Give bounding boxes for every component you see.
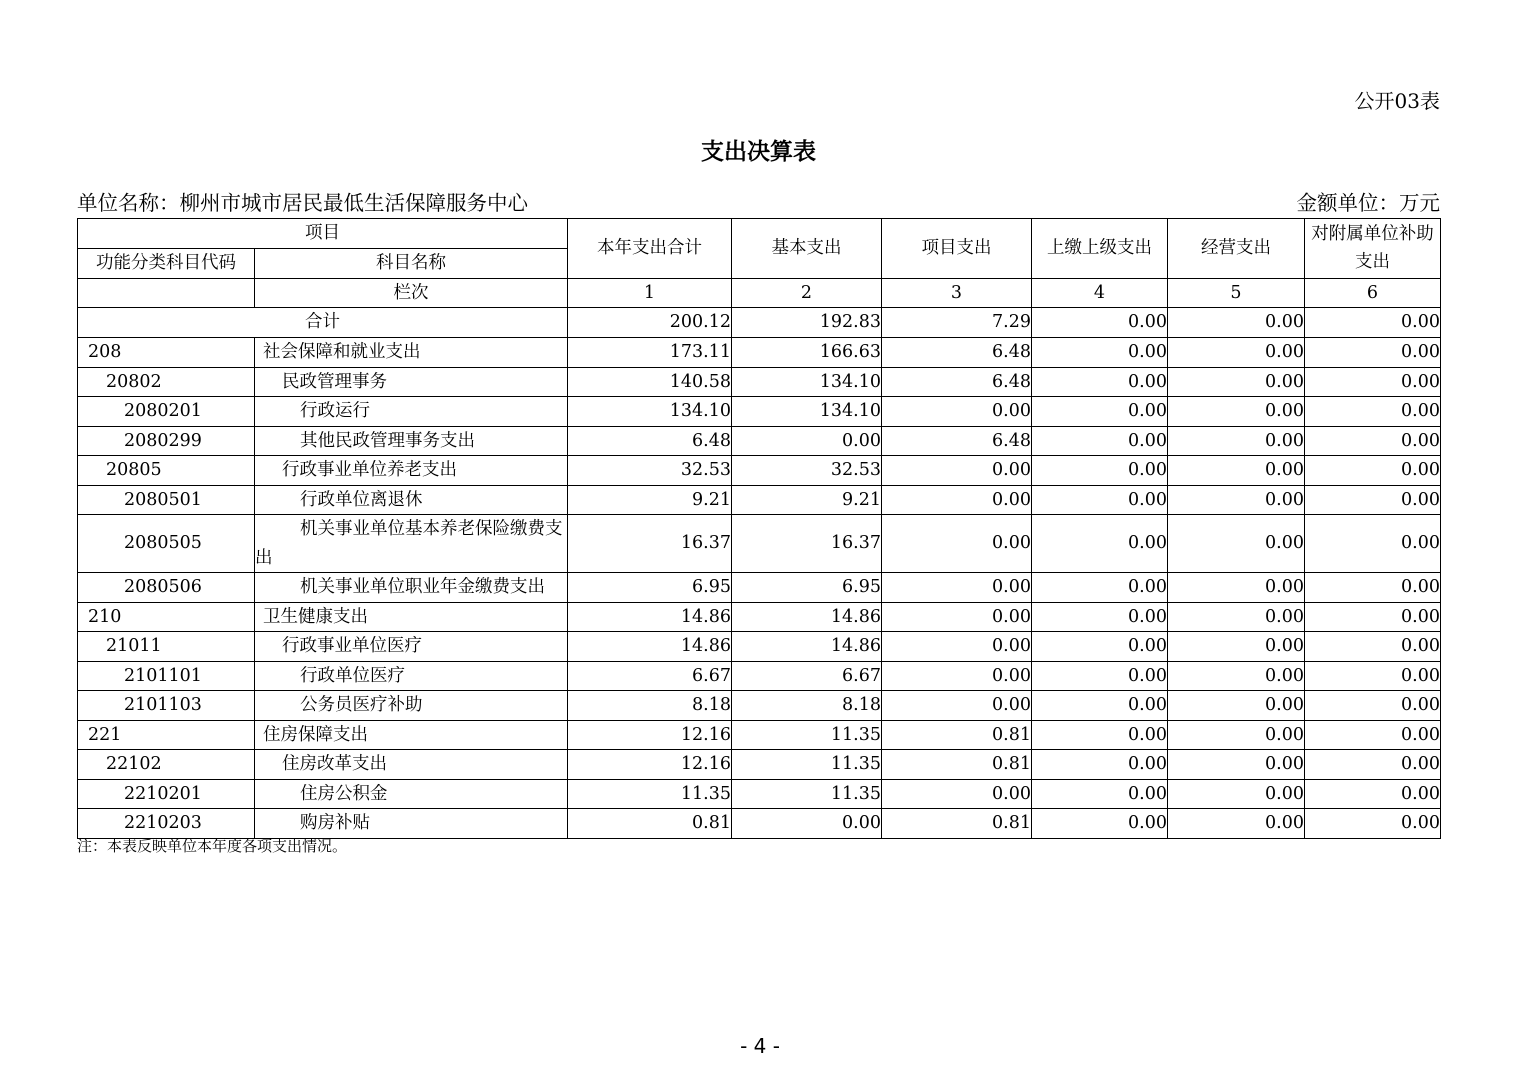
basic-expenditure: 6.67 (732, 661, 882, 691)
table-row (78, 456, 1441, 486)
item-header: 项目 (78, 219, 568, 249)
table-row (78, 661, 1441, 691)
project-expenditure: 0.81 (882, 809, 1032, 839)
project-expenditure: 6.48 (882, 367, 1032, 397)
account-code: 2080505 (78, 515, 255, 573)
account-name: 机关事业单位基本养老保险缴费支出 (255, 515, 568, 573)
operating-expenditure: 0.00 (1168, 809, 1305, 839)
project-expenditure: 0.00 (882, 661, 1032, 691)
remit-to-superior-expenditure: 0.00 (1032, 515, 1168, 573)
account-name: 行政事业单位医疗 (255, 632, 568, 662)
subsidy-to-affiliates-expenditure: 0.00 (1305, 720, 1441, 750)
table-row (78, 720, 1441, 750)
project-expenditure: 0.81 (882, 750, 1032, 780)
account-name: 住房改革支出 (255, 750, 568, 780)
remit-to-superior-expenditure: 0.00 (1032, 720, 1168, 750)
project-expenditure: 0.00 (882, 779, 1032, 809)
account-code: 208 (78, 338, 255, 368)
operating-expenditure: 0.00 (1168, 515, 1305, 573)
project-expenditure: 7.29 (882, 308, 1032, 338)
total-expenditure: 8.18 (568, 691, 732, 721)
basic-expenditure: 32.53 (732, 456, 882, 486)
unit-name-label: 单位名称： (77, 191, 180, 215)
total-expenditure: 16.37 (568, 515, 732, 573)
header-project-expenditure: 项目支出 (882, 219, 1032, 279)
subsidy-to-affiliates-expenditure: 0.00 (1305, 779, 1441, 809)
total-expenditure: 11.35 (568, 779, 732, 809)
subsidy-to-affiliates-expenditure: 0.00 (1305, 308, 1441, 338)
remit-to-superior-expenditure: 0.00 (1032, 308, 1168, 338)
form-number: 公开03表 (1354, 89, 1440, 113)
account-code: 2080201 (78, 397, 255, 427)
subsidy-to-affiliates-expenditure: 0.00 (1305, 515, 1441, 573)
column-number: 5 (1168, 278, 1305, 308)
operating-expenditure: 0.00 (1168, 426, 1305, 456)
account-name: 卫生健康支出 (255, 602, 568, 632)
account-name: 行政单位医疗 (255, 661, 568, 691)
table-row (78, 485, 1441, 515)
subsidy-to-affiliates-expenditure: 0.00 (1305, 750, 1441, 780)
account-name: 行政事业单位养老支出 (255, 456, 568, 486)
operating-expenditure: 0.00 (1168, 367, 1305, 397)
account-code: 20805 (78, 456, 255, 486)
table-row (78, 602, 1441, 632)
account-name: 公务员医疗补助 (255, 691, 568, 721)
basic-expenditure: 14.86 (732, 602, 882, 632)
header-remit-to-superior-expenditure: 上缴上级支出 (1032, 219, 1168, 279)
subsidy-to-affiliates-expenditure: 0.00 (1305, 338, 1441, 368)
blank-cell (78, 278, 255, 308)
basic-expenditure: 11.35 (732, 750, 882, 780)
project-expenditure: 0.00 (882, 485, 1032, 515)
total-expenditure: 12.16 (568, 720, 732, 750)
index-row (78, 278, 1441, 308)
operating-expenditure: 0.00 (1168, 338, 1305, 368)
account-name: 其他民政管理事务支出 (255, 426, 568, 456)
account-name: 住房公积金 (255, 779, 568, 809)
basic-expenditure: 11.35 (732, 720, 882, 750)
account-code: 2210201 (78, 779, 255, 809)
operating-expenditure: 0.00 (1168, 779, 1305, 809)
account-code: 21011 (78, 632, 255, 662)
unit-name-line (77, 190, 528, 216)
subsidy-to-affiliates-expenditure: 0.00 (1305, 691, 1441, 721)
account-code: 22102 (78, 750, 255, 780)
column-number: 1 (568, 278, 732, 308)
account-name: 购房补贴 (255, 809, 568, 839)
header-total-expenditure: 本年支出合计 (568, 219, 732, 279)
total-expenditure: 140.58 (568, 367, 732, 397)
column-number: 6 (1305, 278, 1441, 308)
table-note: 注：本表反映单位本年度各项支出情况。 (77, 837, 348, 855)
header-basic-expenditure: 基本支出 (732, 219, 882, 279)
remit-to-superior-expenditure: 0.00 (1032, 456, 1168, 486)
project-expenditure: 0.00 (882, 632, 1032, 662)
remit-to-superior-expenditure: 0.00 (1032, 750, 1168, 780)
account-code: 221 (78, 720, 255, 750)
unit-name-value: 柳州市城市居民最低生活保障服务中心 (179, 191, 528, 215)
project-expenditure: 6.48 (882, 338, 1032, 368)
header-subsidy-to-affiliates-expenditure: 对附属单位补助支出 (1305, 219, 1441, 279)
remit-to-superior-expenditure: 0.00 (1032, 661, 1168, 691)
column-number: 2 (732, 278, 882, 308)
operating-expenditure: 0.00 (1168, 661, 1305, 691)
basic-expenditure: 11.35 (732, 779, 882, 809)
account-name: 民政管理事务 (255, 367, 568, 397)
name-header: 科目名称 (255, 249, 568, 279)
total-expenditure: 6.95 (568, 573, 732, 603)
page-title: 支出决算表 (701, 139, 816, 165)
account-name: 社会保障和就业支出 (255, 338, 568, 368)
account-code: 2080506 (78, 573, 255, 603)
remit-to-superior-expenditure: 0.00 (1032, 573, 1168, 603)
total-expenditure: 14.86 (568, 632, 732, 662)
operating-expenditure: 0.00 (1168, 750, 1305, 780)
page-number: - 4 - (740, 1034, 780, 1058)
basic-expenditure: 6.95 (732, 573, 882, 603)
total-expenditure: 6.67 (568, 661, 732, 691)
total-expenditure: 0.81 (568, 809, 732, 839)
basic-expenditure: 192.83 (732, 308, 882, 338)
table-row (78, 809, 1441, 839)
total-expenditure: 6.48 (568, 426, 732, 456)
operating-expenditure: 0.00 (1168, 456, 1305, 486)
column-number: 4 (1032, 278, 1168, 308)
table-row (78, 750, 1441, 780)
remit-to-superior-expenditure: 0.00 (1032, 426, 1168, 456)
subsidy-to-affiliates-expenditure: 0.00 (1305, 485, 1441, 515)
operating-expenditure: 0.00 (1168, 573, 1305, 603)
operating-expenditure: 0.00 (1168, 720, 1305, 750)
remit-to-superior-expenditure: 0.00 (1032, 485, 1168, 515)
table-row (78, 338, 1441, 368)
column-number: 3 (882, 278, 1032, 308)
remit-to-superior-expenditure: 0.00 (1032, 779, 1168, 809)
total-expenditure: 9.21 (568, 485, 732, 515)
account-code: 20802 (78, 367, 255, 397)
basic-expenditure: 14.86 (732, 632, 882, 662)
account-code: 2101103 (78, 691, 255, 721)
subsidy-to-affiliates-expenditure: 0.00 (1305, 661, 1441, 691)
project-expenditure: 0.00 (882, 397, 1032, 427)
operating-expenditure: 0.00 (1168, 485, 1305, 515)
account-code: 2080299 (78, 426, 255, 456)
table-row (78, 426, 1441, 456)
table-row (78, 515, 1441, 573)
subsidy-to-affiliates-expenditure: 0.00 (1305, 573, 1441, 603)
account-name: 行政运行 (255, 397, 568, 427)
expenditure-table (77, 218, 1441, 839)
project-expenditure: 0.00 (882, 602, 1032, 632)
project-expenditure: 0.81 (882, 720, 1032, 750)
table-row (78, 397, 1441, 427)
account-code: 2210203 (78, 809, 255, 839)
total-expenditure: 32.53 (568, 456, 732, 486)
operating-expenditure: 0.00 (1168, 691, 1305, 721)
total-expenditure: 14.86 (568, 602, 732, 632)
operating-expenditure: 0.00 (1168, 397, 1305, 427)
remit-to-superior-expenditure: 0.00 (1032, 397, 1168, 427)
basic-expenditure: 8.18 (732, 691, 882, 721)
table-row (78, 691, 1441, 721)
project-expenditure: 0.00 (882, 573, 1032, 603)
account-code: 210 (78, 602, 255, 632)
total-expenditure: 134.10 (568, 397, 732, 427)
table-row (78, 367, 1441, 397)
subsidy-to-affiliates-expenditure: 0.00 (1305, 397, 1441, 427)
account-code: 2101101 (78, 661, 255, 691)
amount-unit-label: 金额单位： (1296, 191, 1399, 215)
basic-expenditure: 9.21 (732, 485, 882, 515)
basic-expenditure: 134.10 (732, 367, 882, 397)
project-expenditure: 0.00 (882, 515, 1032, 573)
code-header: 功能分类科目代码 (78, 249, 255, 279)
table-row (78, 573, 1441, 603)
header-operating-expenditure: 经营支出 (1168, 219, 1305, 279)
subsidy-to-affiliates-expenditure: 0.00 (1305, 426, 1441, 456)
index-label: 栏次 (255, 278, 568, 308)
header-row (78, 219, 1441, 249)
remit-to-superior-expenditure: 0.00 (1032, 367, 1168, 397)
project-expenditure: 6.48 (882, 426, 1032, 456)
project-expenditure: 0.00 (882, 691, 1032, 721)
subsidy-to-affiliates-expenditure: 0.00 (1305, 632, 1441, 662)
remit-to-superior-expenditure: 0.00 (1032, 338, 1168, 368)
total-row (78, 308, 1441, 338)
remit-to-superior-expenditure: 0.00 (1032, 691, 1168, 721)
account-name: 行政单位离退休 (255, 485, 568, 515)
table-row (78, 779, 1441, 809)
subsidy-to-affiliates-expenditure: 0.00 (1305, 456, 1441, 486)
amount-unit-value: 万元 (1399, 191, 1440, 215)
amount-unit-line (1297, 190, 1441, 216)
account-name: 住房保障支出 (255, 720, 568, 750)
account-name: 机关事业单位职业年金缴费支出 (255, 573, 568, 603)
total-label: 合计 (78, 308, 568, 338)
subsidy-to-affiliates-expenditure: 0.00 (1305, 809, 1441, 839)
total-expenditure: 173.11 (568, 338, 732, 368)
operating-expenditure: 0.00 (1168, 632, 1305, 662)
remit-to-superior-expenditure: 0.00 (1032, 632, 1168, 662)
subsidy-to-affiliates-expenditure: 0.00 (1305, 367, 1441, 397)
total-expenditure: 12.16 (568, 750, 732, 780)
remit-to-superior-expenditure: 0.00 (1032, 809, 1168, 839)
basic-expenditure: 134.10 (732, 397, 882, 427)
basic-expenditure: 0.00 (732, 809, 882, 839)
basic-expenditure: 166.63 (732, 338, 882, 368)
operating-expenditure: 0.00 (1168, 602, 1305, 632)
operating-expenditure: 0.00 (1168, 308, 1305, 338)
project-expenditure: 0.00 (882, 456, 1032, 486)
remit-to-superior-expenditure: 0.00 (1032, 602, 1168, 632)
account-code: 2080501 (78, 485, 255, 515)
total-expenditure: 200.12 (568, 308, 732, 338)
subsidy-to-affiliates-expenditure: 0.00 (1305, 602, 1441, 632)
basic-expenditure: 0.00 (732, 426, 882, 456)
table-row (78, 632, 1441, 662)
basic-expenditure: 16.37 (732, 515, 882, 573)
